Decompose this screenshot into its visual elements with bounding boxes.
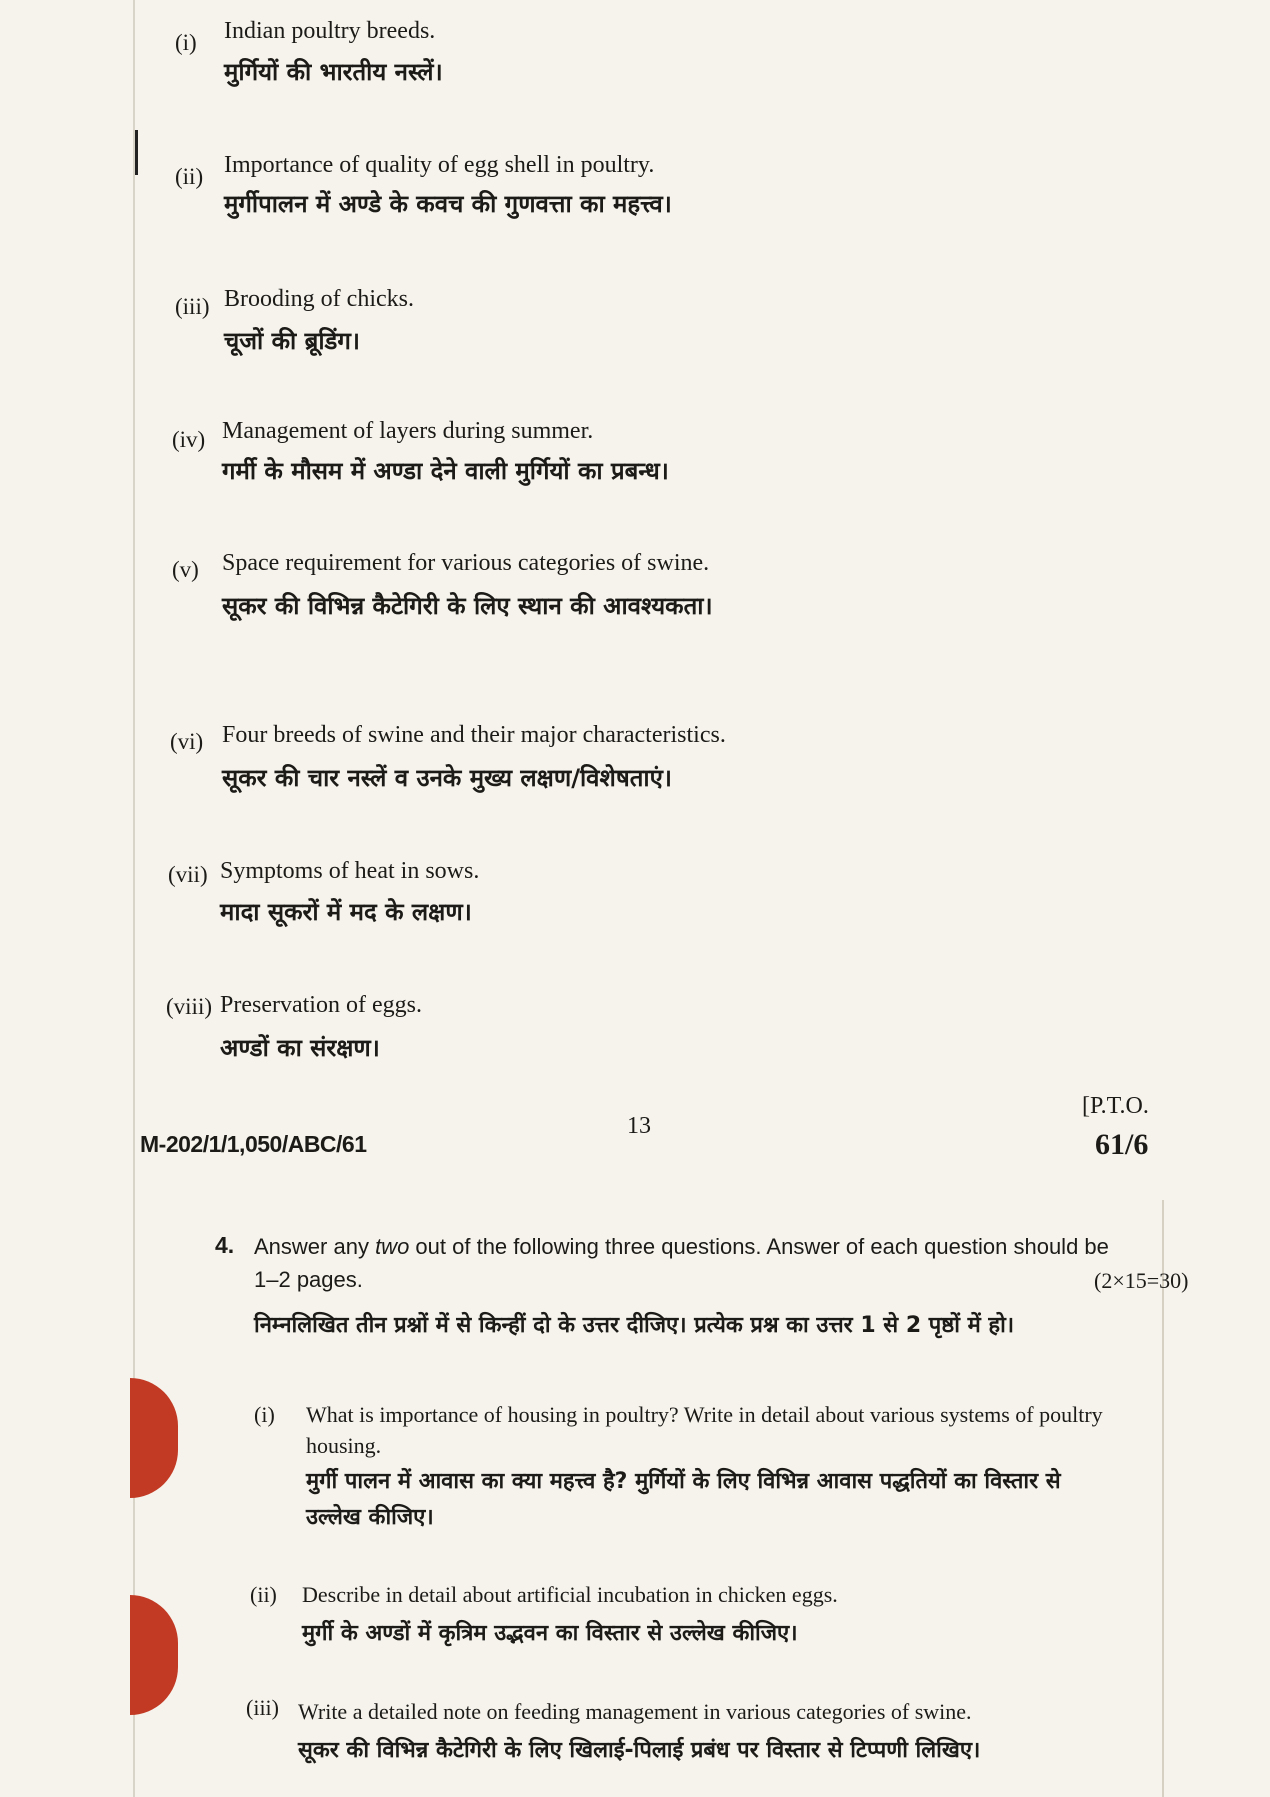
item-english: Indian poultry breeds. <box>224 18 436 44</box>
item-number: (viii) <box>166 994 212 1019</box>
marks-label: (2×15=30) <box>1094 1268 1189 1293</box>
item-number: (vi) <box>170 729 204 754</box>
item-number: (iii) <box>175 294 210 319</box>
part-number: (i) <box>254 1402 275 1427</box>
item-english: Symptoms of heat in sows. <box>220 858 480 884</box>
item-hindi: सूकर की विभिन्न कैटेगिरी के लिए स्थान की आवश्यकता। <box>222 592 713 620</box>
item-hindi: मुर्गीपालन में अण्डे के कवच की गुणवत्ता का महत्त्व। <box>224 190 672 218</box>
set-code: 61/6 <box>1095 1128 1149 1161</box>
pto-label: [P.T.O. <box>1082 1093 1149 1119</box>
item-english: Importance of quality of egg shell in poultry. <box>224 152 655 178</box>
instruction-emphasis: two <box>375 1234 410 1259</box>
item-number: (vii) <box>168 862 208 887</box>
red-ink-mark <box>130 1378 178 1498</box>
instruction-prefix: Answer any <box>254 1234 376 1259</box>
part-number: (iii) <box>246 1695 279 1720</box>
item-english: Preservation of eggs. <box>220 992 422 1018</box>
page-number: 13 <box>627 1113 651 1139</box>
question-instruction-hindi: निम्नलिखित तीन प्रश्नों में से किन्हीं दो के उत्तर दीजिए। प्रत्येक प्रश्न का उत्तर 1 से 2 पृष्ठों में हो। <box>254 1313 1015 1338</box>
question-instruction-line2: 1–2 pages. <box>254 1267 363 1292</box>
item-english: Four breeds of swine and their major characteristics. <box>222 722 726 748</box>
part-english: Describe in detail about artificial incubation in chicken eggs. <box>302 1582 838 1607</box>
item-english: Brooding of chicks. <box>224 286 414 312</box>
question-instruction <box>254 1232 1109 1262</box>
paper-code: M-202/1/1,050/ABC/61 <box>140 1131 367 1157</box>
part-hindi-line2: उल्लेख कीजिए। <box>306 1505 434 1530</box>
part-number: (ii) <box>250 1582 277 1607</box>
item-hindi: अण्डों का संरक्षण। <box>220 1034 380 1062</box>
part-english: Write a detailed note on feeding management in various categories of swine. <box>298 1699 972 1724</box>
margin-pen-mark <box>135 130 138 175</box>
item-hindi: मुर्गियों की भारतीय नस्लें। <box>224 58 443 86</box>
part-english-line2: housing. <box>306 1433 382 1458</box>
item-hindi: मादा सूकरों में मद के लक्षण। <box>220 898 472 926</box>
part-hindi: मुर्गी पालन में आवास का क्या महत्त्व है? मुर्गियों के लिए विभिन्न आवास पद्धतियों का विस्तार से <box>306 1469 1061 1494</box>
page-margin-line <box>133 0 135 1797</box>
part-english: What is importance of housing in poultry? Write in detail about various systems of poultry <box>306 1402 1103 1427</box>
item-hindi: गर्मी के मौसम में अण्डा देने वाली मुर्गियों का प्रबन्ध। <box>222 457 669 485</box>
part-hindi: मुर्गी के अण्डों में कृत्रिम उद्भवन का विस्तार से उल्लेख कीजिए। <box>302 1621 798 1646</box>
item-hindi: चूजों की ब्रूडिंग। <box>224 327 360 355</box>
item-english: Space requirement for various categories of swine. <box>222 550 710 576</box>
item-number: (iv) <box>172 427 206 452</box>
item-number: (v) <box>172 557 199 582</box>
instruction-suffix: out of the following three questions. Answer of each question should be <box>409 1234 1109 1259</box>
item-number: (i) <box>175 30 197 55</box>
item-hindi: सूकर की चार नस्लें व उनके मुख्य लक्षण/विशेषताएं। <box>222 764 672 792</box>
item-english: Management of layers during summer. <box>222 418 594 444</box>
part-hindi: सूकर की विभिन्न कैटेगिरी के लिए खिलाई-पिलाई प्रबंध पर विस्तार से टिप्पणी लिखिए। <box>298 1738 981 1763</box>
item-number: (ii) <box>175 164 204 189</box>
question-number: 4. <box>215 1232 235 1258</box>
red-ink-mark <box>130 1595 178 1715</box>
